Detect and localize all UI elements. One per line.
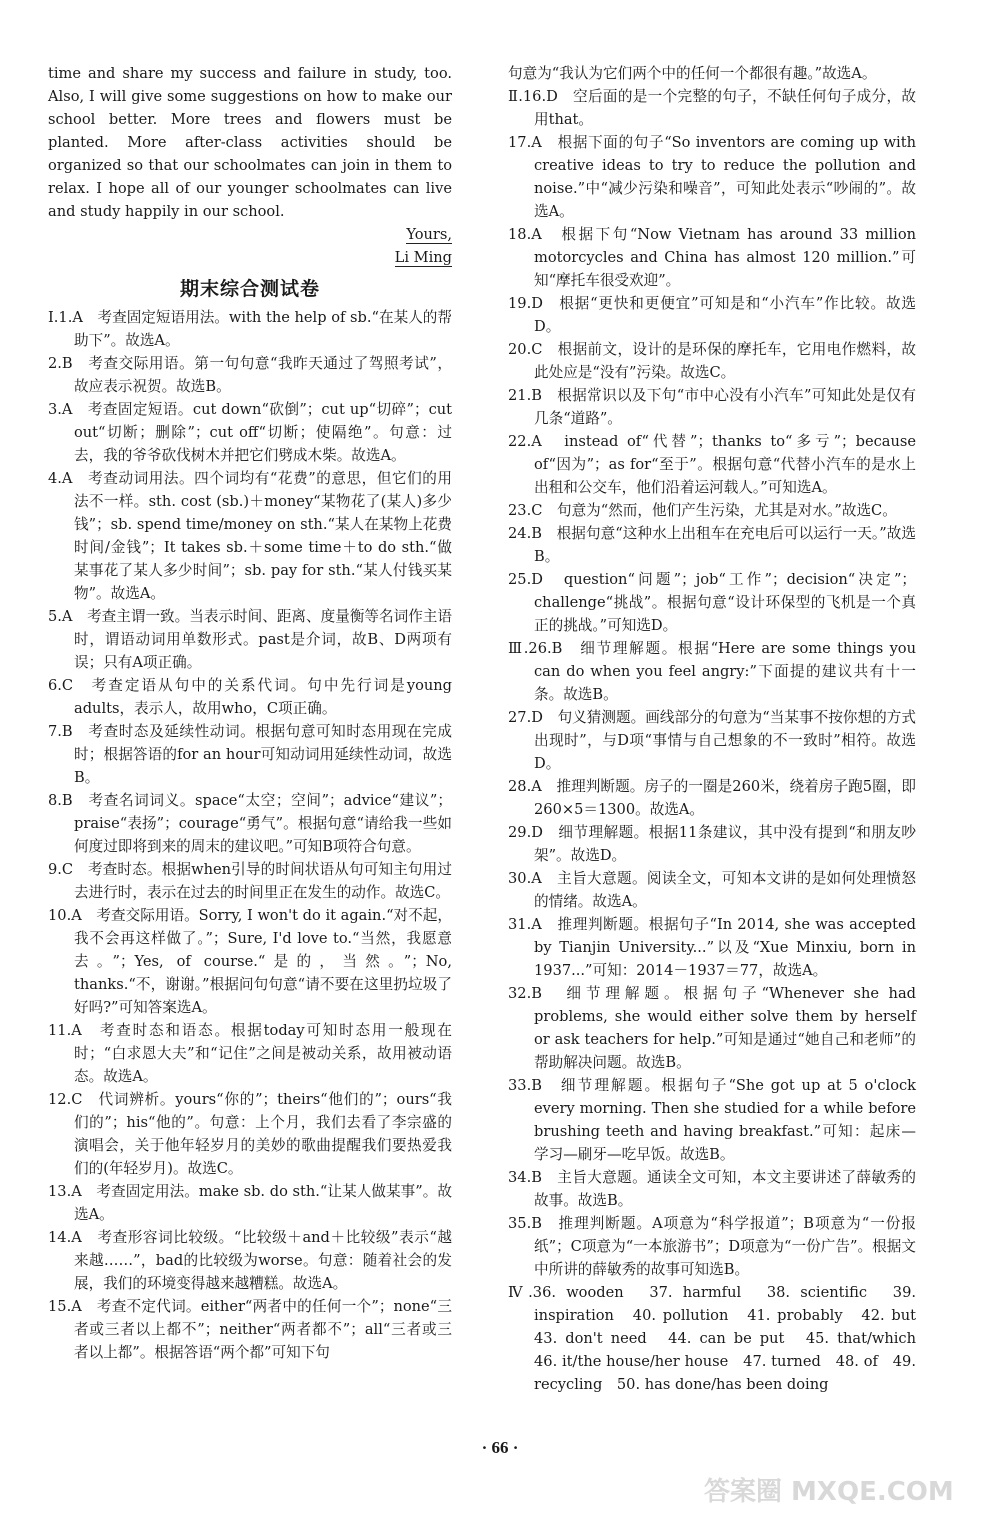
answer-item: 21.B 根据常识以及下句“市中心没有小汽车”可知此处是仅有几条“道路”。: [508, 387, 916, 427]
right-answer-list: [508, 62, 931, 1396]
answer-item: 32.B 细节理解题。根据句子“Whenever she had problems, she would either solve them by herself or ask teachers for help.”可知是通过“她自己和老师”的帮助解决问题。故选B。: [508, 985, 916, 1071]
answer-item: 22.A instead of“代替”；thanks to“多亏”；because of“因为”；as for“至于”。根据句意“代替小汽车的是水上出租和公交车，他们沿着运河载人。”可知选A。: [508, 433, 916, 496]
letter-body: time and share my success and failure in study, too. Also, I will give some suggestions on how to make our school better. More trees and flowers must be planted. More after-class activities should be organized so that our schoolmates can join in them to relax. I hope all of our younger schoolmates can live and study happily in our school.: [48, 65, 452, 220]
answer-item: 24.B 根据句意“这种水上出租车在充电后可以运行一天。”故选B。: [508, 525, 916, 565]
answer-item: 14.A 考查形容词比较级。“比较级＋and＋比较级”表示“越来越……”，bad的比较级为worse。句意：随着社会的发展，我们的环境变得越来越糟糕。故选A。: [48, 1229, 452, 1292]
answer-item: 18.A 根据下句“Now Vietnam has around 33 million motorcycles and China has almost 120 million.”可知“摩托车很受欢迎”。: [508, 226, 916, 289]
answer-item: 句意为“我认为它们两个中的任何一个都很有趣。”故选A。: [508, 65, 877, 82]
answer-item: 7.B 考查时态及延续性动词。根据句意可知时态用现在完成时；根据答语的for an hour可知动词用延续性动词，故选B。: [48, 723, 452, 786]
page-number: · 66 ·: [481, 1438, 519, 1457]
answer-item: 13.A 考查固定用法。make sb. do sth.“让某人做某事”。故选A。: [48, 1183, 452, 1223]
section-title: 期末综合测试卷: [179, 278, 320, 300]
answer-item: 20.C 根据前文，设计的是环保的摩托车，它用电作燃料，故此处应是“没有”污染。故选C。: [508, 341, 916, 381]
right-column: [508, 62, 931, 1396]
answer-item: 11.A 考查时态和语态。根据today可知时态用一般现在时；“白求恩大夫”和“记住”之间是被动关系，故用被动语态。故选A。: [48, 1022, 452, 1085]
answer-item: 2.B 考查交际用语。第一句句意“我昨天通过了驾照考试”，故应表示祝贺。故选B。: [48, 355, 452, 395]
answer-item: Ⅳ.36. wooden 37. harmful 38. scientific 39. inspiration 40. pollution 41. probably 42. but 43. don't need 44. can be put 45. that/which 46. it/the house/her house 47. turned 48. of 49. recycling 50. has done/has been doing: [508, 1284, 931, 1393]
answer-item: 9.C 考查时态。根据when引导的时间状语从句可知主句用过去进行时，表示在过去的时间里正在发生的动作。故选C。: [48, 861, 452, 901]
answer-item: 31.A 推理判断题。根据句子“In 2014, she was accepted by Tianjin University...”以及“Xue Minxiu, born in 1937...”可知：2014－1937＝77，故选A。: [508, 916, 916, 979]
watermark-text: 答案圈 MXQE.COM: [704, 1477, 954, 1507]
answer-item: 35.B 推理判断题。A项意为“科学报道”；B项意为“一份报纸”；C项意为“一本旅游书”；D项意为“一份广告”。根据文中所讲的薛敏秀的故事可知选B。: [508, 1215, 916, 1278]
answer-item: 25.D question“问题”；job“工作”；decision“决定”；challenge“挑战”。根据句意“设计环保型的飞机是一个真正的挑战。”可知选D。: [508, 571, 916, 634]
answer-item: 28.A 推理判断题。房子的一圈是260米，绕着房子跑5圈，即260×5＝1300。故选A。: [508, 778, 916, 818]
answer-item: Ⅲ.26.B 细节理解题。根据“Here are some things you can do when you feel angry:”下面提的建议共有十一条。故选B。: [508, 640, 916, 703]
answer-item: Ⅱ.16.D 空后面的是一个完整的句子，不缺任何句子成分，故用that。: [508, 88, 916, 128]
answer-item: 30.A 主旨大意题。阅读全文，可知本文讲的是如何处理愤怒的情绪。故选A。: [508, 870, 916, 910]
answer-item: 3.A 考查固定短语。cut down“砍倒”；cut up“切碎”；cut out“切断；删除”；cut off“切断；使隔绝”。句意：过去，我的爷爷砍伐树木并把它们劈成木柴。故选A。: [48, 401, 452, 464]
answer-item: 23.C 句意为“然而，他们产生污染，尤其是对水。”故选C。: [508, 502, 897, 519]
answer-item: 4.A 考查动词用法。四个词均有“花费”的意思，但它们的用法不一样。sth. cost (sb.)＋money“某物花了(某人)多少钱”；sb. spend time/money on sth.“某人在某物上花费时间/金钱”；It takes sb.＋some time＋to do sth.“做某事花了某人多少时间”；sb. pay for sth.“某人付钱买某物”。故选A。: [48, 470, 452, 602]
letter-closing: Yours,: [406, 226, 452, 243]
letter-signature: Li Ming: [394, 249, 452, 266]
answer-item: 12.C 代词辨析。yours“你的”；theirs“他们的”；ours“我们的”；his“他的”。句意：上个月，我们去看了李宗盛的演唱会，关于他年轻岁月的美妙的歌曲提醒我们要热爱我们的(年轻岁月)。故选C。: [48, 1091, 452, 1177]
answer-item: 5.A 考查主谓一致。当表示时间、距离、度量衡等名词作主语时，谓语动词用单数形式。past是介词，故B、D两项有误；只有A项正确。: [48, 608, 452, 671]
answer-item: 15.A 考查不定代词。either“两者中的任何一个”；none“三者或三者以上都不”；neither“两者都不”；all“三者或三者以上都”。根据答语“两个都”可知下句: [48, 1298, 452, 1361]
answer-item: 8.B 考查名词词义。space“太空；空间”；advice“建议”；praise“表扬”；courage“勇气”。根据句意“请给我一些如何度过即将到来的周末的建议吧。”可知B项符合句意。: [48, 792, 452, 855]
answer-item: 17.A 根据下面的句子“So inventors are coming up with creative ideas to try to reduce the pollution and noise.”中“减少污染和噪音”，可知此处表示“吵闹的”。故选A。: [508, 134, 916, 220]
answer-item: 6.C 考查定语从句中的关系代词。句中先行词是young adults，表示人，故用who，C项正确。: [48, 677, 452, 717]
answer-item: 33.B 细节理解题。根据句子“She got up at 5 o'clock every morning. Then she studied for a while before brushing teeth and having breakfast.”可知：起床—学习—刷牙—吃早饭。故选B。: [508, 1077, 916, 1163]
answer-item: 19.D 根据“更快和更便宜”可知是和“小汽车”作比较。故选D。: [508, 295, 916, 335]
left-column: [48, 62, 452, 1364]
answer-item: Ⅰ.1.A 考查固定短语用法。with the help of sb.“在某人的帮助下”。故选A。: [48, 309, 452, 349]
watermark-logo: [700, 1462, 990, 1514]
answer-item: 34.B 主旨大意题。通读全文可知，本文主要讲述了薛敏秀的故事。故选B。: [508, 1169, 916, 1209]
answer-item: 10.A 考查交际用语。Sorry, I won't do it again.“对不起，我不会再这样做了。”；Sure, I'd love to.“当然，我愿意去。”；Yes, of course.“是的，当然。”；No, thanks.“不，谢谢。”根据问句句意“请不要在这里扔垃圾了好吗?”可知答案选A。: [48, 907, 452, 1016]
left-answer-list: [48, 306, 452, 1364]
answer-item: 27.D 句义猜测题。画线部分的句意为“当某事不按你想的方式出现时”，与D项“事情与自己想象的不一致时”相符。故选D。: [508, 709, 916, 772]
answer-item: 29.D 细节理解题。根据11条建议，其中没有提到“和朋友吵架”。故选D。: [508, 824, 916, 864]
